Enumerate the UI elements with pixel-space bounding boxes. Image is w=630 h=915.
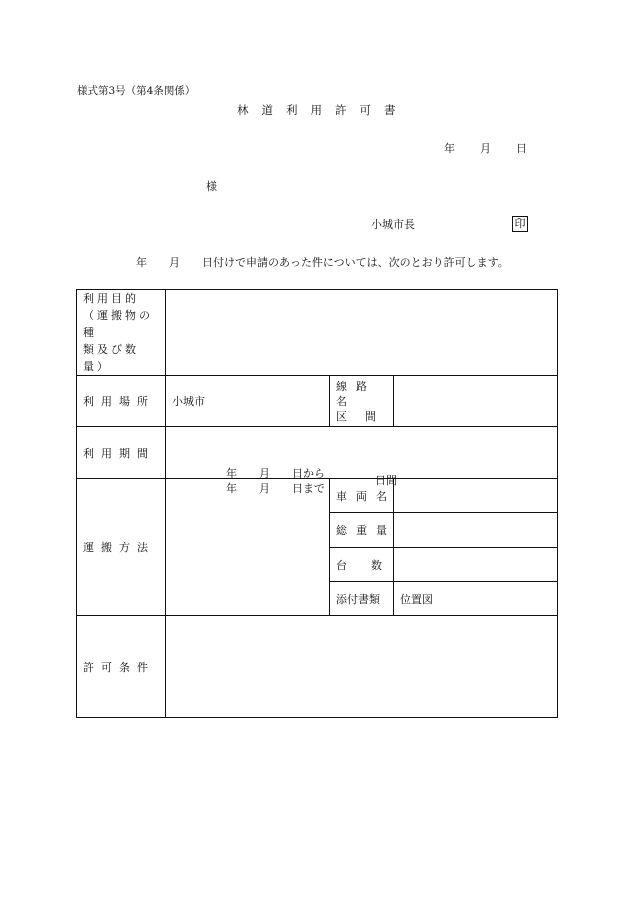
weight-value[interactable]	[394, 513, 558, 548]
attachments-value[interactable]: 位置図	[394, 582, 558, 616]
route-value[interactable]	[394, 376, 558, 427]
conditions-value[interactable]	[166, 616, 558, 718]
intro-month-label: 月	[169, 256, 180, 269]
period-label: 利用期間	[77, 427, 166, 479]
issuer-name: 小城市長	[371, 218, 415, 231]
conditions-row	[77, 616, 558, 718]
count-value[interactable]	[394, 548, 558, 582]
form-number: 様式第3号（第4条関係）	[77, 85, 196, 97]
route-label: 線路名 区 間	[330, 376, 394, 427]
vehicle-label: 車両名	[330, 479, 394, 513]
intro-year-label: 年	[136, 256, 147, 269]
conditions-label: 許可条件	[77, 616, 166, 718]
intro-text: 日付けで申請のあった件については、次のとおり許可します。	[202, 256, 509, 269]
seal-mark: 印	[512, 216, 528, 232]
period-days: 日間	[375, 473, 397, 487]
place-row	[77, 376, 558, 427]
period-row	[77, 427, 558, 479]
date-day-label: 日	[516, 142, 527, 155]
count-label: 台 数	[330, 548, 394, 582]
permit-table	[76, 289, 558, 718]
attachments-label: 添付書類	[330, 582, 394, 616]
intro-sentence	[136, 257, 509, 268]
weight-label: 総重量	[330, 513, 394, 548]
period-to: 年 月 日まで	[226, 481, 325, 495]
purpose-row	[77, 290, 558, 376]
vehicle-value[interactable]	[394, 479, 558, 513]
purpose-value[interactable]	[166, 290, 558, 376]
place-value[interactable]: 小城市	[166, 376, 330, 427]
date-month-label: 月	[480, 142, 491, 155]
date-year-label: 年	[444, 142, 455, 155]
purpose-label: 利用目的 （運搬物の種 類及び数量）	[77, 290, 166, 376]
addressee-suffix: 様	[206, 180, 217, 193]
method-label: 運搬方法	[77, 479, 166, 616]
issue-date	[444, 143, 527, 154]
place-label: 利用場所	[77, 376, 166, 427]
method-value[interactable]	[166, 479, 330, 616]
document-title: 林道利用許可書	[237, 103, 409, 117]
period-from: 年 月 日から	[226, 466, 325, 480]
period-value[interactable]	[166, 427, 558, 495]
